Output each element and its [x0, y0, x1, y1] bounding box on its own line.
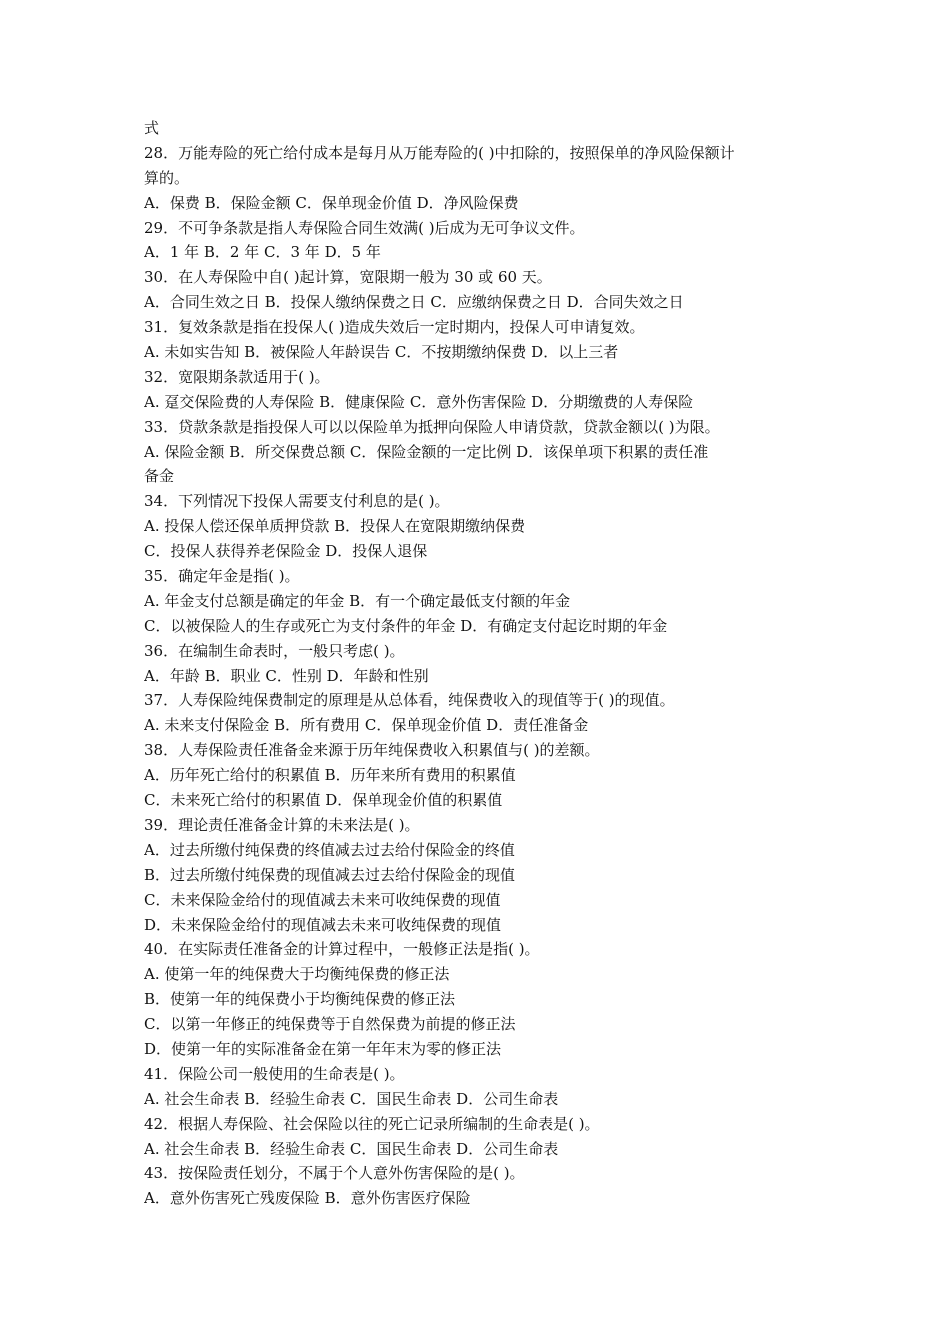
options-35: C．以被保险人的生存或死亡为支付条件的年金 D．有确定支付起讫时期的年金 [144, 616, 668, 635]
options-39: A．过去所缴付纯保费的终值减去过去给付保险金的终值 [144, 840, 515, 859]
options-31: A. 未如实告知 B．被保险人年龄误告 C．不按期缴纳保费 D．以上三者 [144, 343, 619, 362]
options-40: C．以第一年修正的纯保费等于自然保费为前提的修正法 [144, 1015, 516, 1034]
options-42: A. 社会生命表 B．经验生命表 C．国民生命表 D．公司生命表 [144, 1139, 559, 1158]
options-39: C．未来保险金给付的现值减去未来可收纯保费的现值 [144, 890, 501, 909]
document-body [144, 116, 824, 1211]
options-39: D．未来保险金给付的现值减去未来可收纯保费的现值 [144, 915, 502, 934]
options-32: A. 趸交保险费的人寿保险 B．健康保险 C．意外伤害保险 D．分期缴费的人寿保险 [144, 392, 694, 411]
question-36: 36．在编制生命表时，一般只考虑( )。 [144, 641, 405, 660]
options-30: A．合同生效之日 B．投保人缴纳保费之日 C．应缴纳保费之日 D．合同失效之日 [144, 293, 684, 312]
text-line: 备金 [144, 467, 175, 486]
options-37: A. 未来支付保险金 B．所有费用 C．保单现金价值 D．责任准备金 [144, 716, 589, 735]
options-40: B．使第一年的纯保费小于均衡纯保费的修正法 [144, 990, 456, 1009]
question-41: 41．保险公司一般使用的生命表是( )。 [144, 1064, 405, 1083]
question-29: 29．不可争条款是指人寿保险合同生效满( )后成为无可争议文件。 [144, 218, 585, 237]
options-40: A. 使第一年的纯保费大于均衡纯保费的修正法 [144, 965, 450, 984]
question-43: 43．按保险责任划分，不属于个人意外伤害保险的是( )。 [144, 1164, 525, 1183]
question-30: 30．在人寿保险中自( )起计算，宽限期一般为 30 或 60 天。 [144, 268, 552, 287]
question-31: 31．复效条款是指在投保人( )造成失效后一定时期内，投保人可申请复效。 [144, 318, 645, 337]
question-34: 34．下列情况下投保人需要支付利息的是( )。 [144, 492, 450, 511]
options-38: C．未来死亡给付的积累值 D．保单现金价值的积累值 [144, 791, 503, 810]
text-line: 算的。 [144, 168, 190, 187]
question-42: 42．根据人寿保险、社会保险以往的死亡记录所编制的生命表是( )。 [144, 1114, 600, 1133]
options-39: B．过去所缴付纯保费的现值减去过去给付保险金的现值 [144, 865, 516, 884]
options-35: A. 年金支付总额是确定的年金 B．有一个确定最低支付额的年金 [144, 591, 571, 610]
options-34: C．投保人获得养老保险金 D．投保人退保 [144, 542, 428, 561]
text-line: 式 [144, 119, 160, 137]
question-35: 35．确定年金是指( )。 [144, 567, 300, 586]
options-43: A．意外伤害死亡残废保险 B．意外伤害医疗保险 [144, 1189, 471, 1208]
question-33: 33．贷款条款是指投保人可以以保险单为抵押向保险人申请贷款，贷款金额以( )为限。 [144, 417, 720, 436]
options-36: A．年龄 B．职业 C．性别 D．年龄和性别 [144, 666, 429, 685]
options-34: A. 投保人偿还保单质押贷款 B．投保人在宽限期缴纳保费 [144, 517, 526, 536]
question-28: 28．万能寿险的死亡给付成本是每月从万能寿险的( )中扣除的，按照保单的净风险保额计 [144, 143, 735, 162]
options-41: A. 社会生命表 B．经验生命表 C．国民生命表 D．公司生命表 [144, 1089, 559, 1108]
options-33: A. 保险金额 B．所交保费总额 C．保险金额的一定比例 D．该保单项下积累的责任准 [144, 442, 709, 461]
question-32: 32．宽限期条款适用于( )。 [144, 367, 330, 386]
options-28: A．保费 B．保险金额 C．保单现金价值 D．净风险保费 [144, 193, 519, 212]
options-40: D．使第一年的实际准备金在第一年年末为零的修正法 [144, 1039, 502, 1058]
question-38: 38．人寿保险责任准备金来源于历年纯保费收入积累值与( )的差额。 [144, 741, 600, 760]
question-37: 37．人寿保险纯保费制定的原理是从总体看，纯保费收入的现值等于( )的现值。 [144, 691, 675, 710]
options-29: A．1 年 B．2 年 C．3 年 D．5 年 [144, 243, 381, 262]
question-40: 40．在实际责任准备金的计算过程中，一般修正法是指( )。 [144, 940, 540, 959]
options-38: A．历年死亡给付的积累值 B．历年来所有费用的积累值 [144, 766, 516, 785]
question-39: 39．理论责任准备金计算的未来法是( )。 [144, 815, 420, 834]
